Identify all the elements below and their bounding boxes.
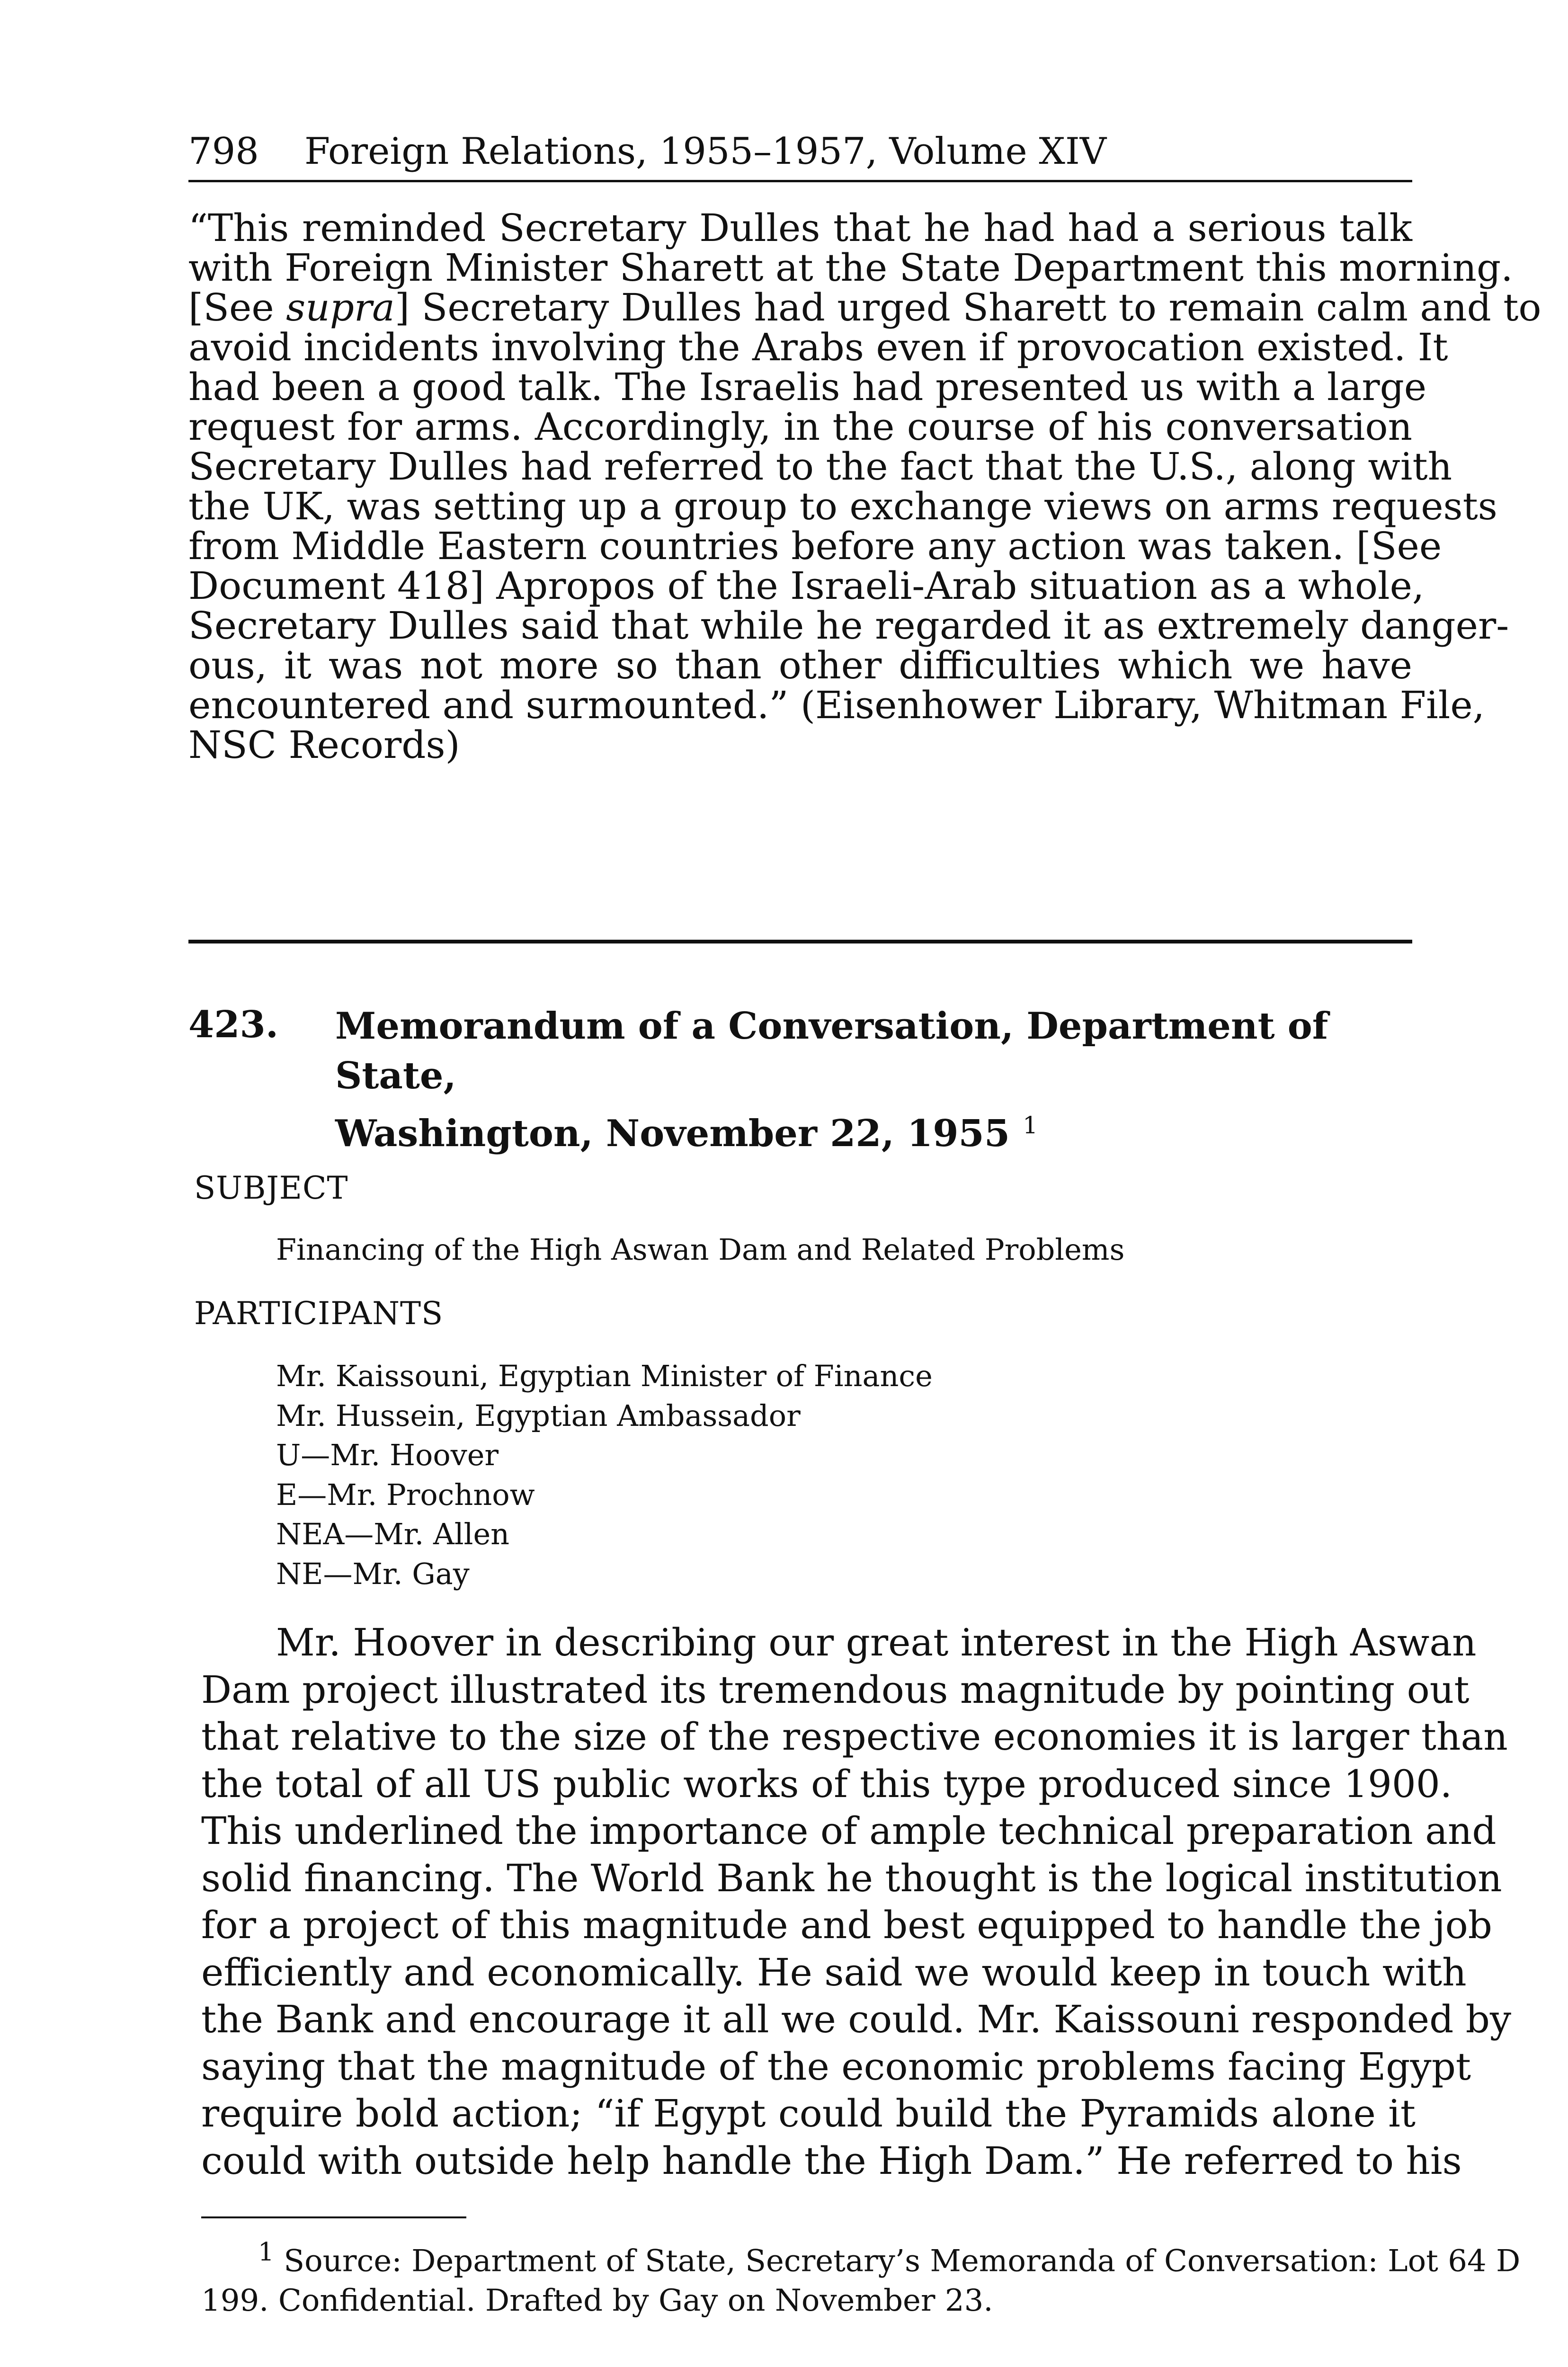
series-title: Foreign Relations, 1955–1957, Volume XIV [304,130,1107,173]
running-head [188,128,1412,182]
text-line: request for arms. Accordingly, in the course of his conversation [188,405,1412,449]
footnote-mark: 1 [258,2237,274,2267]
text-line [188,285,1541,329]
text-line: Dam project illustrated its tremendous magnitude by pointing out [201,1667,1470,1712]
participant-item: E—Mr. Prochnow [276,1477,535,1512]
footnote-line [201,2232,1521,2281]
text-line: Secretary Dulles had referred to the fact that the U.S., along with [188,445,1452,489]
text-line: Mr. Hoover in describing our great interest in the High Aswan [276,1620,1477,1664]
text-line: Document 418] Apropos of the Israeli-Arab situation as a whole, [188,564,1425,608]
text-line: require bold action; “if Egypt could build the Pyramids alone it [201,2091,1416,2136]
text-line: could with outside help handle the High Dam.” He referred to his [201,2138,1462,2183]
memo-body-paragraph [201,1619,1512,2184]
title-line: Memorandum of a Conversation, Department of State, [335,1005,1328,1097]
text-line: efficiently and economically. He said we would keep in touch with [201,1950,1467,1994]
text-line: the Bank and encourage it all we could. Mr. Kaissouni responded by [201,1997,1512,2041]
participant-item: Mr. Kaissouni, Egyptian Minister of Finance [276,1359,933,1393]
text-line: Secretary Dulles said that while he regarded it as extremely danger- [188,604,1509,648]
text-line: solid financing. The World Bank he thought is the logical institution [201,1856,1502,1900]
footnote-line: 199. Confidential. Drafted by Gay on November 23. [201,2283,993,2319]
title-line [335,1101,1400,1158]
participant-item: NEA—Mr. Allen [276,1517,510,1551]
text-line: avoid incidents involving the Arabs even if provocation existed. It [188,325,1448,369]
participant-item: Mr. Hussein, Egyptian Ambassador [276,1398,801,1433]
text-line: with Foreign Minister Sharett at the State Department this morning. [188,246,1513,290]
text-line: from Middle Eastern countries before any action was taken. [See [188,524,1442,568]
document-number: 423. [188,1003,278,1046]
footnote-text: Source: Department of State, Secretary’s Memoranda of Conversation: Lot 64 D [284,2243,1521,2279]
participants-label: PARTICIPANTS [194,1295,444,1332]
text-line: This underlined the importance of ample technical preparation and [201,1809,1497,1853]
text-fragment: Secretary Dulles had urged Sharett to remain calm and to [410,285,1541,329]
text-line: saying that the magnitude of the economic problems facing Egypt [201,2044,1471,2089]
section-divider [188,940,1412,943]
text-line: encountered and surmounted.” (Eisenhower Library, Whitman File, [188,683,1485,727]
text-line: ous, it was not more so than other difficulties which we have [188,643,1412,687]
text-fragment: [See [188,285,286,329]
text-line: “This reminded Secretary Dulles that he had had a serious talk [188,206,1412,250]
italic-word: supra [286,285,395,329]
text-fragment: ] [394,285,410,329]
text-line: that relative to the size of the respective economies it is larger than [201,1715,1508,1759]
text-line: the total of all US public works of this type produced since 1900. [201,1762,1452,1806]
page-number: 798 [188,130,259,173]
quote-paragraph [188,206,1541,767]
text-line: NSC Records) [188,723,460,767]
title-text: Washington, November 22, 1955 [335,1112,1010,1155]
participant-item: NE—Mr. Gay [276,1556,470,1591]
footnote [201,2232,1521,2321]
document-title [335,1001,1400,1158]
text-line: the UK, was setting up a group to exchange views on arms requests [188,484,1497,528]
text-line: for a project of this magnitude and best equipped to handle the job [201,1903,1492,1947]
footnote-ref: 1 [1023,1112,1038,1139]
subject-label: SUBJECT [194,1170,348,1206]
text-line: had been a good talk. The Israelis had presented us with a large [188,365,1427,409]
participants-list [276,1356,933,1593]
participant-item: U—Mr. Hoover [276,1438,499,1472]
footnote-rule [201,2216,466,2218]
subject-text: Financing of the High Aswan Dam and Related Problems [276,1232,1125,1267]
